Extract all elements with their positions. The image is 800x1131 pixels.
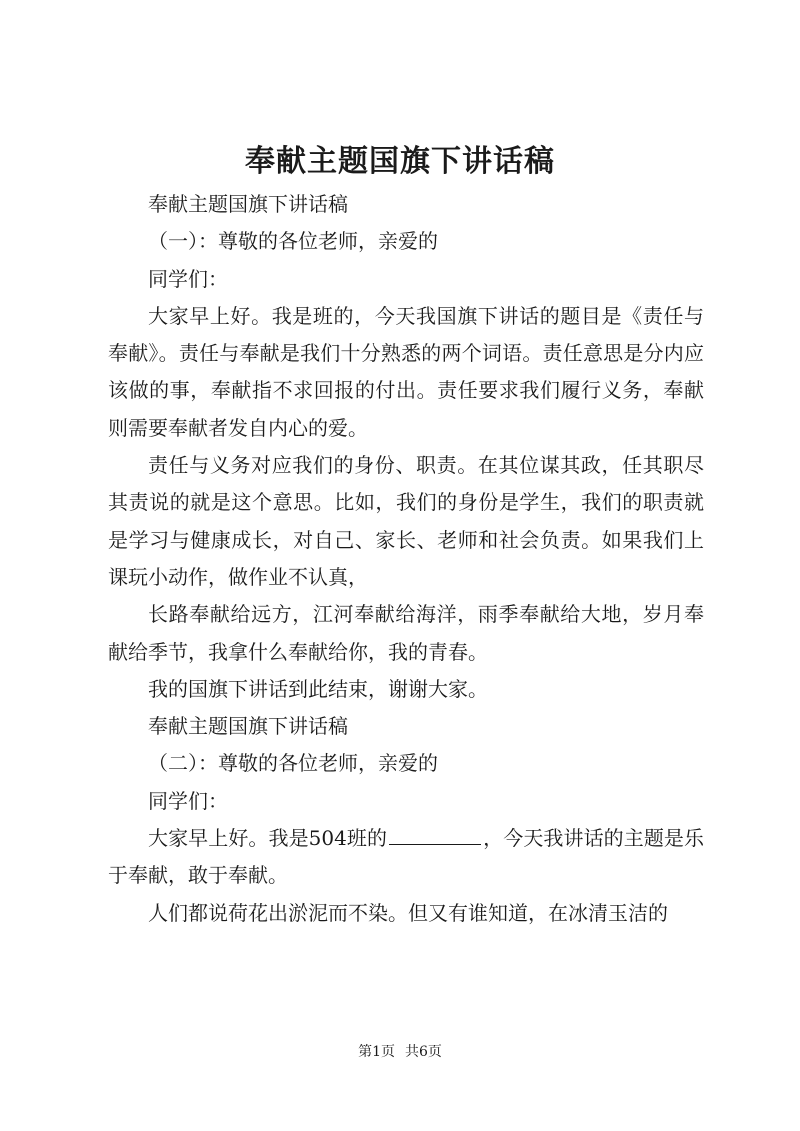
blank-trail-text: ，今天我讲话的主题是乐于奉献，敢于奉献。 bbox=[108, 826, 704, 888]
paragraph: 我的国旗下讲话到此结束，谢谢大家。 bbox=[148, 676, 488, 701]
paragraph: 人们都说荷花出淤泥而不染。但又有谁知道，在冰清玉洁的 bbox=[148, 900, 668, 925]
paragraph: （一）：尊敬的各位老师，亲爱的 bbox=[148, 229, 438, 254]
document-title: 奉献主题国旗下讲话稿 bbox=[245, 144, 555, 179]
paragraph: 奉献主题国旗下讲话稿 bbox=[148, 192, 348, 216]
paragraph: （二）：尊敬的各位老师，亲爱的 bbox=[148, 751, 438, 776]
blank-lead-text: 大家早上好。我是504班的 bbox=[148, 826, 388, 851]
page-total: 共6页 bbox=[405, 1044, 442, 1060]
fill-in-blank-line bbox=[389, 824, 481, 845]
document-body bbox=[108, 186, 704, 932]
paragraph-with-blank bbox=[108, 820, 704, 895]
paragraph: 责任与义务对应我们的身份、职责。在其位谋其政，任其职尽其责说的就是这个意思。比如，我们的身份是学生，我们的职责就是学习与健康成长，对自己、家长、老师和社会负责。如果我们上课玩小动作，做作业不认真， bbox=[108, 453, 704, 589]
paragraph: 同学们： bbox=[148, 788, 228, 813]
page-footer bbox=[0, 1042, 800, 1062]
paragraph: 长路奉献给远方，江河奉献给海洋，雨季奉献给大地，岁月奉献给季节，我拿什么奉献给你，我的青春。 bbox=[108, 602, 704, 664]
paragraph: 同学们： bbox=[148, 266, 228, 291]
page-number: 第1页 bbox=[358, 1044, 395, 1060]
paragraph: 奉献主题国旗下讲话稿 bbox=[148, 714, 348, 739]
paragraph: 大家早上好。我是班的，今天我国旗下讲话的题目是《责任与奉献》。责任与奉献是我们十分熟悉的两个词语。责任意思是分内应该做的事，奉献指不求回报的付出。责任要求我们履行义务，奉献则需要奉献者发自内心的爱。 bbox=[108, 303, 704, 440]
